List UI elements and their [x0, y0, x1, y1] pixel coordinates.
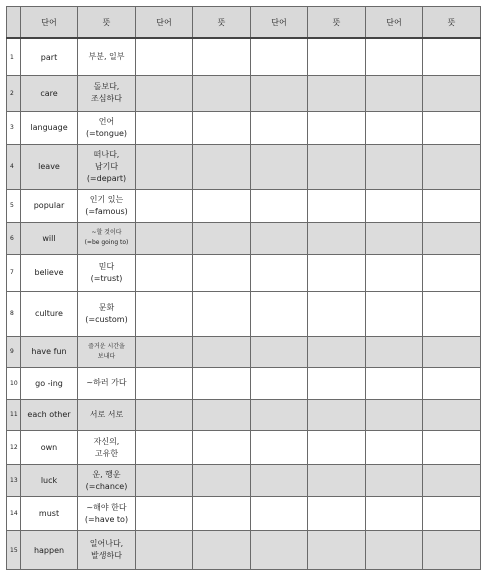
blank-word-cell[interactable] — [136, 223, 193, 254]
vocab-meaning — [78, 336, 136, 367]
blank-meaning-cell[interactable] — [423, 111, 481, 144]
vocab-meaning — [78, 223, 136, 254]
blank-word-cell[interactable] — [136, 38, 193, 76]
row-number: 5 — [7, 189, 21, 222]
blank-word-cell[interactable] — [366, 292, 423, 337]
blank-meaning-cell[interactable] — [423, 292, 481, 337]
blank-meaning-cell[interactable] — [193, 531, 251, 570]
blank-word-cell[interactable] — [366, 111, 423, 144]
blank-meaning-cell[interactable] — [308, 368, 366, 399]
blank-word-cell[interactable] — [251, 292, 308, 337]
blank-meaning-cell[interactable] — [193, 144, 251, 189]
blank-meaning-cell[interactable] — [423, 76, 481, 112]
header-meaning-1: 뜻 — [78, 7, 136, 39]
meaning-line: 자신의, — [93, 436, 120, 446]
row-number: 3 — [7, 111, 21, 144]
blank-word-cell[interactable] — [251, 430, 308, 464]
meaning-line: 남기다 — [94, 161, 119, 171]
vocab-word: each other — [21, 399, 78, 430]
vocab-meaning — [78, 38, 136, 76]
vocab-meaning — [78, 531, 136, 570]
table-row — [7, 336, 481, 367]
row-number: 7 — [7, 254, 21, 292]
meaning-line: (=chance) — [85, 481, 128, 491]
blank-meaning-cell[interactable] — [308, 144, 366, 189]
row-number: 12 — [7, 430, 21, 464]
meaning-line: (=custom) — [85, 314, 128, 324]
row-number: 11 — [7, 399, 21, 430]
vocab-word: care — [21, 76, 78, 112]
blank-meaning-cell[interactable] — [193, 336, 251, 367]
blank-word-cell[interactable] — [136, 336, 193, 367]
blank-meaning-cell[interactable] — [193, 496, 251, 530]
header-meaning-4: 뜻 — [423, 7, 481, 39]
meaning-line: 보내다 — [97, 352, 116, 360]
blank-word-cell[interactable] — [251, 336, 308, 367]
blank-meaning-cell[interactable] — [193, 465, 251, 496]
blank-meaning-cell[interactable] — [308, 76, 366, 112]
meaning-line: (=tongue) — [85, 128, 128, 138]
blank-word-cell[interactable] — [136, 144, 193, 189]
blank-word-cell[interactable] — [136, 292, 193, 337]
row-number: 4 — [7, 144, 21, 189]
header-word-1: 단어 — [21, 7, 78, 39]
blank-word-cell[interactable] — [136, 254, 193, 292]
vocab-word: go -ing — [21, 368, 78, 399]
blank-word-cell[interactable] — [251, 531, 308, 570]
row-number: 1 — [7, 38, 21, 76]
vocab-word: will — [21, 223, 78, 254]
vocab-meaning — [78, 76, 136, 112]
blank-meaning-cell[interactable] — [308, 189, 366, 222]
blank-word-cell[interactable] — [251, 189, 308, 222]
blank-word-cell[interactable] — [366, 144, 423, 189]
table-row — [7, 254, 481, 292]
blank-word-cell[interactable] — [251, 38, 308, 76]
vocab-meaning — [78, 368, 136, 399]
blank-meaning-cell[interactable] — [423, 531, 481, 570]
table-row — [7, 292, 481, 337]
blank-meaning-cell[interactable] — [193, 430, 251, 464]
blank-meaning-cell[interactable] — [423, 399, 481, 430]
blank-meaning-cell[interactable] — [308, 292, 366, 337]
vocabulary-table — [6, 6, 481, 570]
meaning-line: 문화 — [98, 302, 115, 312]
meaning-line: 발생하다 — [91, 551, 122, 561]
header-meaning-2: 뜻 — [193, 7, 251, 39]
table-row — [7, 368, 481, 399]
vocab-word: popular — [21, 189, 78, 222]
blank-meaning-cell[interactable] — [308, 531, 366, 570]
blank-word-cell[interactable] — [251, 144, 308, 189]
row-number: 13 — [7, 465, 21, 496]
vocab-word: have fun — [21, 336, 78, 367]
meaning-line: 일어나다, — [89, 539, 124, 549]
blank-word-cell[interactable] — [251, 254, 308, 292]
table-row — [7, 76, 481, 112]
blank-word-cell[interactable] — [366, 496, 423, 530]
blank-meaning-cell[interactable] — [423, 189, 481, 222]
blank-meaning-cell[interactable] — [423, 223, 481, 254]
blank-word-cell[interactable] — [366, 465, 423, 496]
vocab-word: believe — [21, 254, 78, 292]
blank-word-cell[interactable] — [136, 76, 193, 112]
table-row — [7, 399, 481, 430]
meaning-line: 고유한 — [94, 448, 119, 458]
blank-meaning-cell[interactable] — [308, 430, 366, 464]
blank-word-cell[interactable] — [251, 368, 308, 399]
header-row — [7, 7, 481, 39]
header-word-2: 단어 — [136, 7, 193, 39]
table-row — [7, 531, 481, 570]
blank-meaning-cell[interactable] — [308, 336, 366, 367]
row-number: 14 — [7, 496, 21, 530]
blank-meaning-cell[interactable] — [308, 465, 366, 496]
row-number: 9 — [7, 336, 21, 367]
blank-meaning-cell[interactable] — [193, 292, 251, 337]
blank-word-cell[interactable] — [136, 399, 193, 430]
meaning-line: (=have to) — [84, 514, 129, 524]
vocab-meaning — [78, 430, 136, 464]
row-number: 8 — [7, 292, 21, 337]
vocab-word: leave — [21, 144, 78, 189]
meaning-line: 돌보다, — [93, 82, 120, 92]
blank-meaning-cell[interactable] — [423, 368, 481, 399]
blank-word-cell[interactable] — [366, 38, 423, 76]
blank-word-cell[interactable] — [366, 430, 423, 464]
row-number: 2 — [7, 76, 21, 112]
row-number: 15 — [7, 531, 21, 570]
blank-meaning-cell[interactable] — [308, 38, 366, 76]
blank-word-cell[interactable] — [136, 465, 193, 496]
meaning-line: 조심하다 — [91, 94, 122, 104]
header-word-3: 단어 — [251, 7, 308, 39]
meaning-line: 인기 있는 — [89, 194, 124, 204]
blank-word-cell[interactable] — [136, 430, 193, 464]
header-word-4: 단어 — [366, 7, 423, 39]
row-number: 10 — [7, 368, 21, 399]
blank-word-cell[interactable] — [366, 399, 423, 430]
blank-word-cell[interactable] — [366, 223, 423, 254]
vocab-word: part — [21, 38, 78, 76]
blank-word-cell[interactable] — [251, 465, 308, 496]
meaning-line: 부분, 일부 — [88, 52, 125, 61]
blank-word-cell[interactable] — [251, 223, 308, 254]
vocab-meaning — [78, 292, 136, 337]
blank-word-cell[interactable] — [366, 368, 423, 399]
blank-meaning-cell[interactable] — [193, 223, 251, 254]
meaning-line: 믿다 — [98, 261, 115, 271]
vocabulary-body — [7, 38, 481, 570]
blank-word-cell[interactable] — [251, 399, 308, 430]
blank-word-cell[interactable] — [136, 531, 193, 570]
table-row — [7, 465, 481, 496]
meaning-line: 언어 — [98, 116, 115, 126]
vocab-meaning — [78, 399, 136, 430]
blank-meaning-cell[interactable] — [308, 496, 366, 530]
blank-meaning-cell[interactable] — [423, 38, 481, 76]
blank-meaning-cell[interactable] — [423, 465, 481, 496]
blank-meaning-cell[interactable] — [423, 336, 481, 367]
header-meaning-3: 뜻 — [308, 7, 366, 39]
blank-meaning-cell[interactable] — [423, 430, 481, 464]
vocab-word: luck — [21, 465, 78, 496]
vocab-word: culture — [21, 292, 78, 337]
meaning-line: 떠나다, — [93, 149, 120, 159]
meaning-line: (=depart) — [86, 173, 127, 183]
blank-word-cell[interactable] — [366, 254, 423, 292]
blank-word-cell[interactable] — [251, 76, 308, 112]
blank-meaning-cell[interactable] — [193, 189, 251, 222]
blank-word-cell[interactable] — [136, 189, 193, 222]
blank-word-cell[interactable] — [251, 111, 308, 144]
blank-meaning-cell[interactable] — [308, 111, 366, 144]
meaning-line: 운, 행운 — [92, 469, 121, 479]
meaning-line: (=trust) — [90, 273, 123, 283]
row-number: 6 — [7, 223, 21, 254]
meaning-line: 즐거운 시간을 — [88, 342, 125, 350]
blank-meaning-cell[interactable] — [423, 254, 481, 292]
meaning-line: ~하러 가다 — [86, 378, 127, 388]
header-number — [7, 7, 21, 39]
meaning-line: ~할 것이다 — [91, 229, 122, 237]
blank-meaning-cell[interactable] — [308, 223, 366, 254]
blank-meaning-cell[interactable] — [193, 38, 251, 76]
table-row — [7, 144, 481, 189]
vocab-word: language — [21, 111, 78, 144]
meaning-line: (=be going to) — [84, 239, 129, 247]
blank-meaning-cell[interactable] — [193, 111, 251, 144]
table-row — [7, 223, 481, 254]
vocab-meaning — [78, 144, 136, 189]
vocab-meaning — [78, 254, 136, 292]
vocab-word: happen — [21, 531, 78, 570]
blank-meaning-cell[interactable] — [423, 496, 481, 530]
table-row — [7, 189, 481, 222]
meaning-line: (=famous) — [85, 206, 128, 216]
blank-word-cell[interactable] — [366, 189, 423, 222]
meaning-line: 서로 서로 — [89, 409, 124, 419]
blank-meaning-cell[interactable] — [193, 399, 251, 430]
blank-meaning-cell[interactable] — [193, 254, 251, 292]
blank-meaning-cell[interactable] — [423, 144, 481, 189]
vocab-word: must — [21, 496, 78, 530]
blank-meaning-cell[interactable] — [308, 254, 366, 292]
vocab-meaning — [78, 111, 136, 144]
blank-word-cell[interactable] — [136, 496, 193, 530]
table-row — [7, 496, 481, 530]
blank-word-cell[interactable] — [136, 368, 193, 399]
blank-word-cell[interactable] — [366, 531, 423, 570]
blank-word-cell[interactable] — [366, 336, 423, 367]
blank-word-cell[interactable] — [136, 111, 193, 144]
vocab-meaning — [78, 465, 136, 496]
vocab-meaning — [78, 189, 136, 222]
table-row — [7, 111, 481, 144]
blank-meaning-cell[interactable] — [193, 368, 251, 399]
blank-meaning-cell[interactable] — [193, 76, 251, 112]
blank-word-cell[interactable] — [251, 496, 308, 530]
meaning-line: ~해야 한다 — [86, 502, 127, 512]
blank-meaning-cell[interactable] — [308, 399, 366, 430]
table-row — [7, 430, 481, 464]
vocab-word: own — [21, 430, 78, 464]
vocab-meaning — [78, 496, 136, 530]
table-row — [7, 38, 481, 76]
blank-word-cell[interactable] — [366, 76, 423, 112]
